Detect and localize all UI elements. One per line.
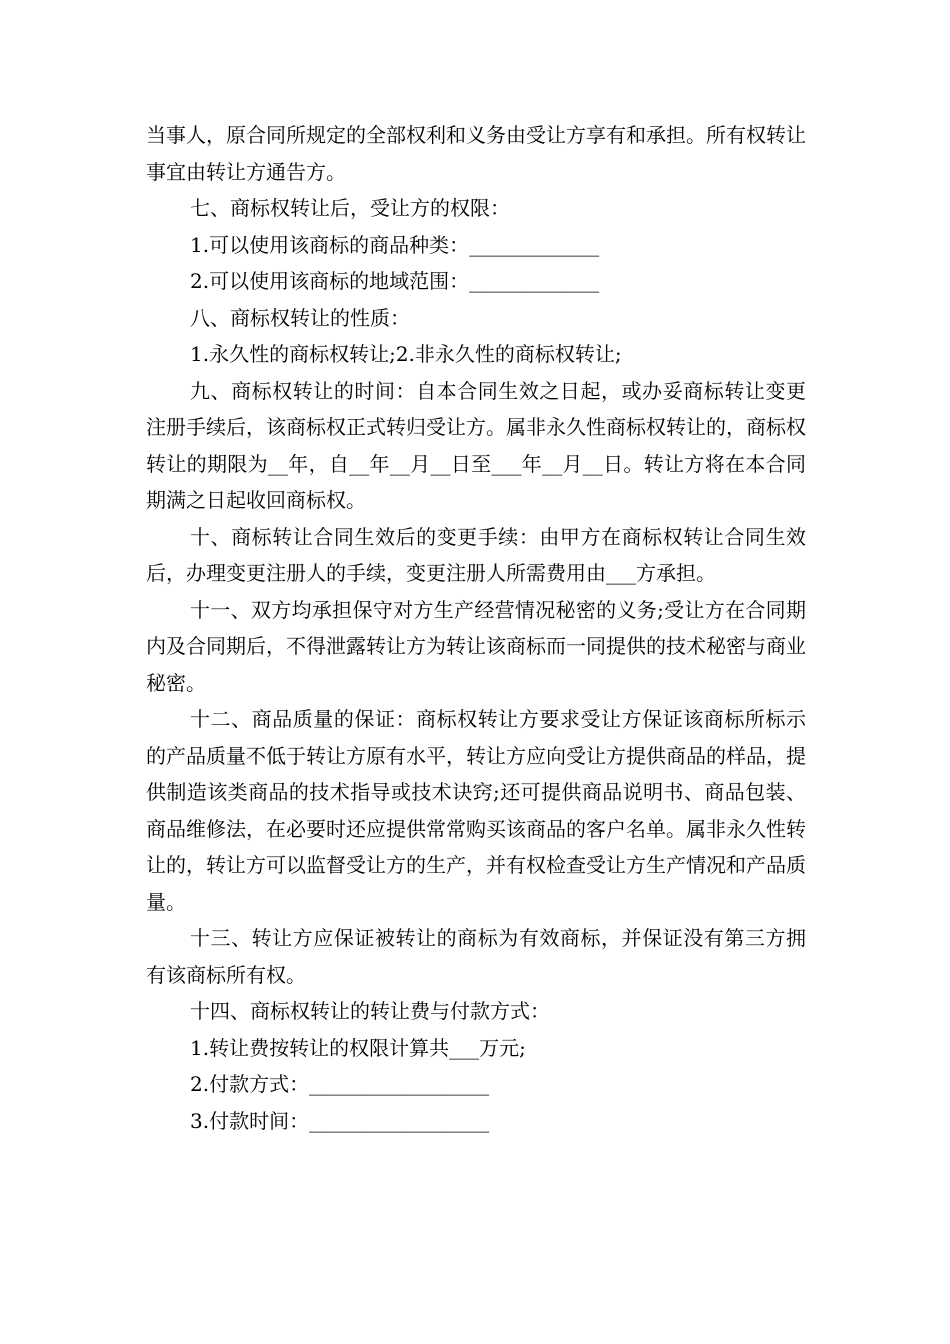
clause-7-item-2: 2.可以使用该商标的地域范围：_____________ [190, 269, 600, 293]
clause-9: 九、商标权转让的时间：自本合同生效之日起，或办妥商标转让变更注册手续后，该商标权正式转归受让方。属非永久性商标权转让的，商标权转让的期限为__年，自__年__月__日至___年__月__日。转让方将在本合同期满之日起收回商标权。 [146, 378, 806, 512]
clause-10: 十、商标转让合同生效后的变更手续：由甲方在商标权转让合同生效后，办理变更注册人的手续，变更注册人所需费用由___方承担。 [146, 524, 806, 585]
clause-7-item-1: 1.可以使用该商标的商品种类：_____________ [190, 232, 600, 257]
clause-13: 十三、转让方应保证被转让的商标为有效商标，并保证没有第三方拥有该商标所有权。 [146, 926, 806, 987]
clause-14-item-3: 3.付款时间：__________________ [190, 1108, 490, 1133]
clause-8-items: 1.永久性的商标权转让;2.非永久性的商标权转让; [190, 342, 622, 366]
clause-7-heading: 七、商标权转让后，受让方的权限： [190, 196, 510, 220]
clause-8-heading: 八、商标权转让的性质： [190, 305, 410, 330]
clause-11: 十一、双方均承担保守对方生产经营情况秘密的义务;受让方在合同期内及合同期后，不得泄露转让方为转让该商标而一同提供的技术秘密与商业秘密。 [146, 597, 806, 695]
document-body [146, 117, 806, 1139]
clause-14-item-2: 2.付款方式：__________________ [190, 1072, 490, 1096]
clause-12: 十二、商品质量的保证：商标权转让方要求受让方保证该商标所标示的产品质量不低于转让方原有水平，转让方应向受让方提供商品的样品，提供制造该类商品的技术指导或技术诀窍;还可提供商品说明书、商品包装、商品维修法，在必要时还应提供常常购买该商品的客户名单。属非永久性转让的，转让方可以监督受让方的生产，并有权检查受让方生产情况和产品质量。 [146, 707, 806, 914]
clause-14-heading: 十四、商标权转让的转让费与付款方式： [190, 999, 550, 1023]
paragraph-continuation: 当事人，原合同所规定的全部权利和义务由受让方享有和承担。所有权转让事宜由转让方通告方。 [146, 123, 806, 184]
clause-14-item-1: 1.转让费按转让的权限计算共___万元; [190, 1035, 526, 1060]
